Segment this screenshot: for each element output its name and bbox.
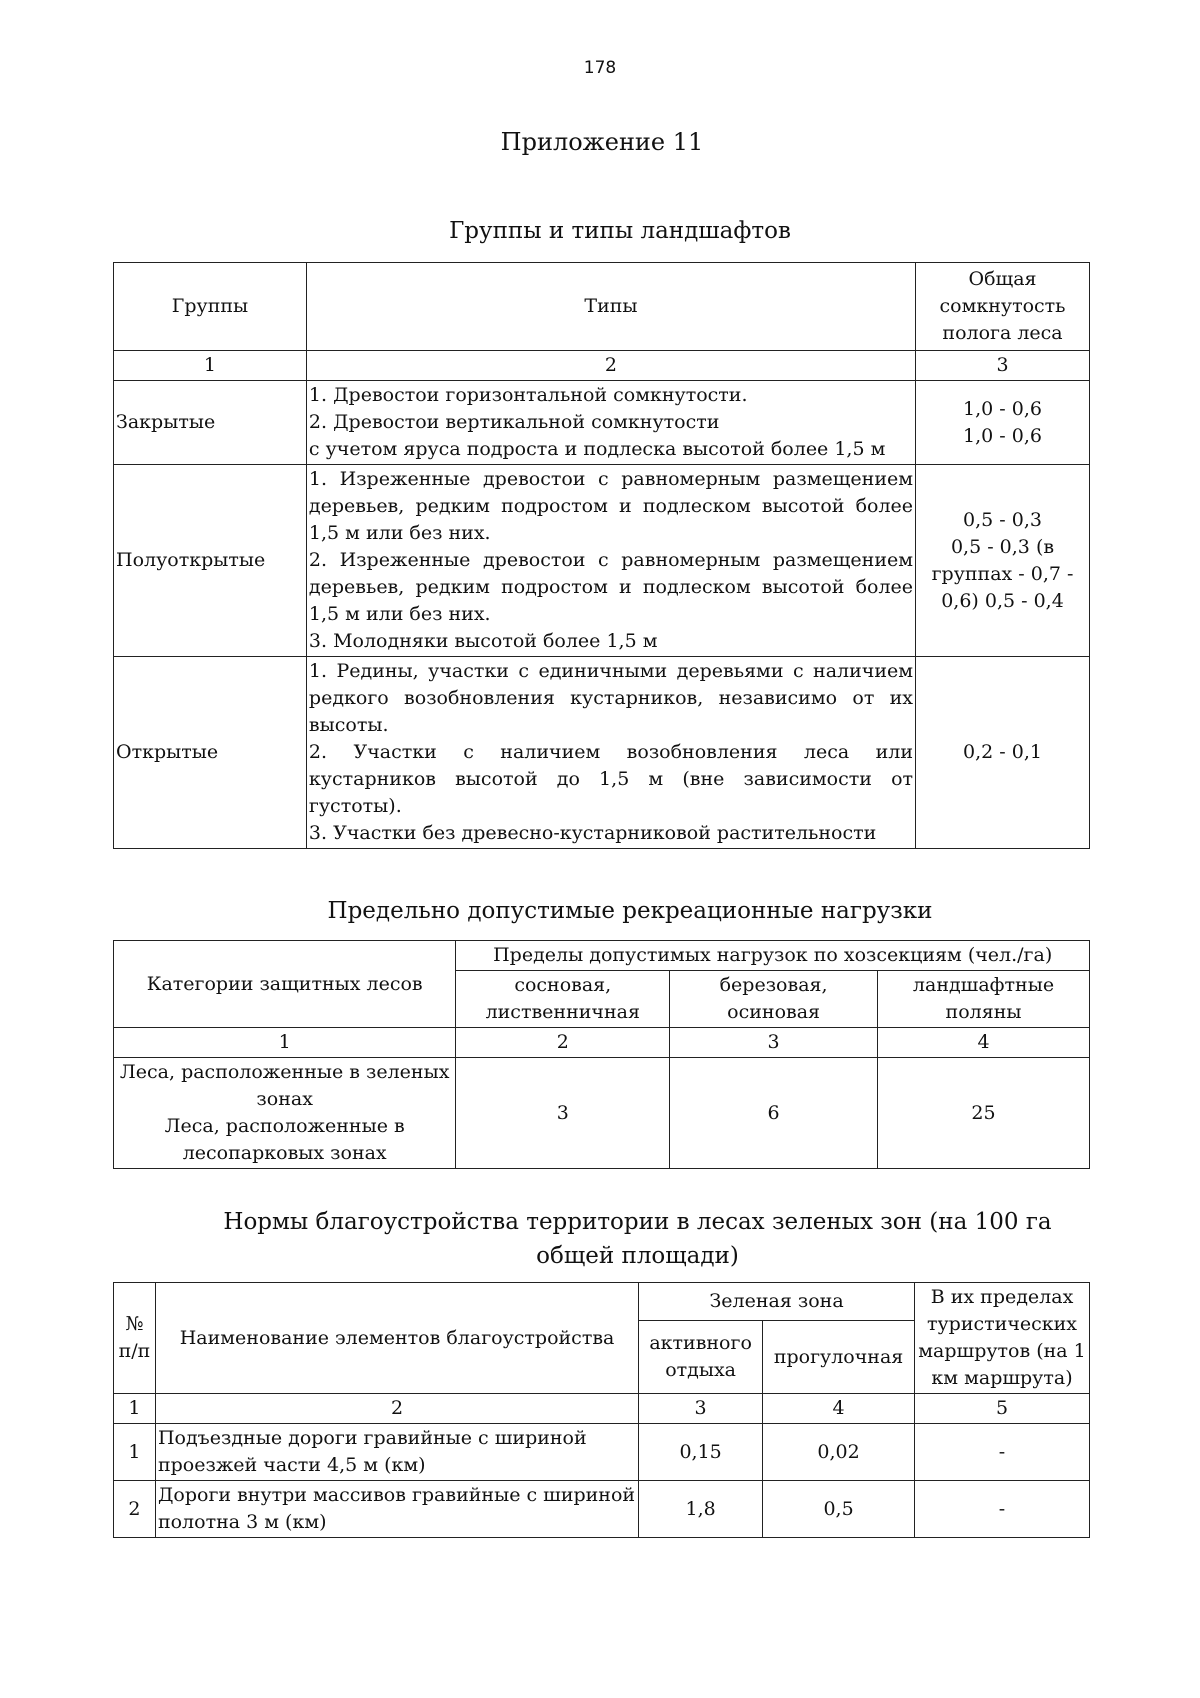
landscape-table-title: Группы и типы ландшафтов xyxy=(449,218,791,244)
group-cell: Полуоткрытые xyxy=(114,465,307,657)
table-row xyxy=(114,1058,1090,1169)
types-cell: 1. Древостои горизонтальной сомкнутости. 2. Древостои вертикальной сомкнутости с учетом яруса подроста и подлеска высотой более 1,5 м xyxy=(306,381,915,465)
column-number: 2 xyxy=(155,1394,638,1424)
walking-value: 0,5 xyxy=(763,1481,915,1538)
column-number: 1 xyxy=(114,1028,456,1058)
row-number: 2 xyxy=(114,1481,156,1538)
tourist-value: - xyxy=(915,1481,1090,1538)
header-num: № п/п xyxy=(114,1283,156,1394)
header-density: Общая сомкнутость полога леса xyxy=(916,263,1090,351)
table-header-row xyxy=(114,1283,1090,1321)
header-walking: прогулочная xyxy=(763,1321,915,1394)
load-value: 3 xyxy=(456,1058,670,1169)
column-number: 4 xyxy=(763,1394,915,1424)
group-cell: Открытые xyxy=(114,657,307,849)
column-number-row xyxy=(114,1394,1090,1424)
load-value: 6 xyxy=(670,1058,878,1169)
category-cell: Леса, расположенные в зеленых зонах Леса, расположенные в лесопарковых зонах xyxy=(114,1058,456,1169)
element-name: Дороги внутри массивов гравийные с шириной полотна 3 м (км) xyxy=(155,1481,638,1538)
column-number: 2 xyxy=(456,1028,670,1058)
header-category: Категории защитных лесов xyxy=(114,941,456,1028)
column-number: 1 xyxy=(114,351,307,381)
density-cell: 0,2 - 0,1 xyxy=(916,657,1090,849)
page-number: 178 xyxy=(583,58,617,78)
table-header-row xyxy=(114,941,1090,971)
norms-table-title: Нормы благоустройства территории в лесах зеленых зон (на 100 га общей площади) xyxy=(223,1209,1052,1269)
load-table xyxy=(113,940,1090,1169)
landscape-table xyxy=(113,262,1090,849)
column-number-row xyxy=(114,351,1090,381)
density-cell: 0,5 - 0,3 0,5 - 0,3 (в группах - 0,7 - 0,6) 0,5 - 0,4 xyxy=(916,465,1090,657)
subheader-birch: березовая, осиновая xyxy=(670,971,878,1028)
table-row xyxy=(114,657,1090,849)
header-green-zone: Зеленая зона xyxy=(639,1283,915,1321)
column-number: 3 xyxy=(639,1394,763,1424)
active-value: 0,15 xyxy=(639,1424,763,1481)
column-number: 3 xyxy=(916,351,1090,381)
types-cell: 1. Редины, участки с единичными деревьями с наличием редкого возобновления кустарников, независимо от их высоты. 2. Участки с наличием возобновления леса или кустарников высотой до 1,5 м (вне зависимости от густоты). 3. Участки без древесно-кустарниковой растительности xyxy=(306,657,915,849)
tourist-value: - xyxy=(915,1424,1090,1481)
header-limits: Пределы допустимых нагрузок по хозсекциям (чел./га) xyxy=(456,941,1090,971)
table-row xyxy=(114,465,1090,657)
table-row xyxy=(114,381,1090,465)
norms-table xyxy=(113,1282,1090,1538)
group-cell: Закрытые xyxy=(114,381,307,465)
walking-value: 0,02 xyxy=(763,1424,915,1481)
element-name: Подъездные дороги гравийные с шириной проезжей части 4,5 м (км) xyxy=(155,1424,638,1481)
column-number: 4 xyxy=(878,1028,1090,1058)
subheader-pine: сосновая, лиственничная xyxy=(456,971,670,1028)
row-number: 1 xyxy=(114,1424,156,1481)
header-groups: Группы xyxy=(114,263,307,351)
header-tourist: В их пределах туристических маршрутов (на 1 км маршрута) xyxy=(915,1283,1090,1394)
column-number: 2 xyxy=(306,351,915,381)
load-table-title: Предельно допустимые рекреационные нагрузки xyxy=(327,898,933,924)
header-active: активного отдыха xyxy=(639,1321,763,1394)
table-row xyxy=(114,1424,1090,1481)
table-row xyxy=(114,1481,1090,1538)
density-cell: 1,0 - 0,6 1,0 - 0,6 xyxy=(916,381,1090,465)
column-number: 1 xyxy=(114,1394,156,1424)
column-number-row xyxy=(114,1028,1090,1058)
column-number: 3 xyxy=(670,1028,878,1058)
table-header-row xyxy=(114,263,1090,351)
header-types: Типы xyxy=(306,263,915,351)
active-value: 1,8 xyxy=(639,1481,763,1538)
types-cell: 1. Изреженные древостои с равномерным размещением деревьев, редким подростом и подлеском высотой более 1,5 м или без них. 2. Изреженные древостои с равномерным размещением деревьев, редким подростом и подлеском высотой более 1,5 м или без них. 3. Молодняки высотой более 1,5 м xyxy=(306,465,915,657)
appendix-title: Приложение 11 xyxy=(500,128,704,156)
load-value: 25 xyxy=(878,1058,1090,1169)
column-number: 5 xyxy=(915,1394,1090,1424)
subheader-glades: ландшафтные поляны xyxy=(878,971,1090,1028)
header-name: Наименование элементов благоустройства xyxy=(155,1283,638,1394)
